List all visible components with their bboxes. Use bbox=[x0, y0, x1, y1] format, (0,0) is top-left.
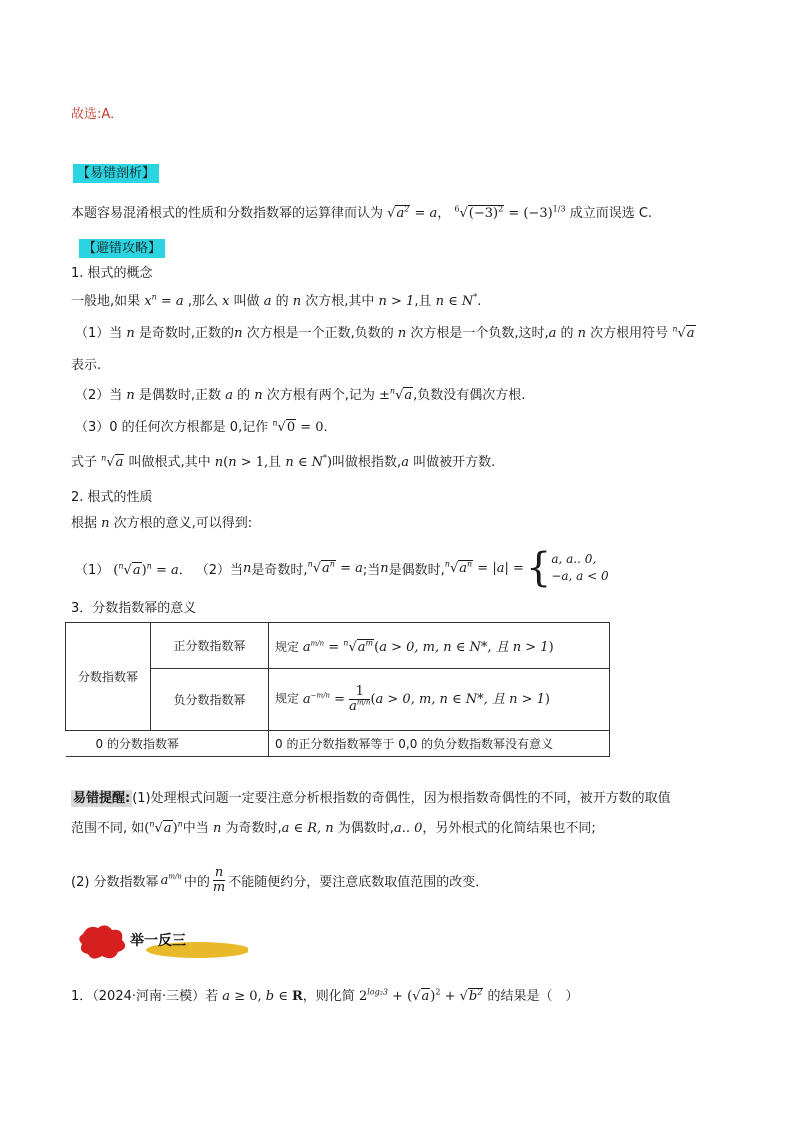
section-1-title: 1. 根式的概念 bbox=[71, 266, 153, 281]
table-row-content: 规定 $a^{-m/n}$ = $\frac{1}{a^{m/n}}$ (a > 0, m, n ∈ N*, 且 n > 1) bbox=[269, 669, 610, 731]
strategy-title: 【避错攻略】 bbox=[79, 239, 165, 258]
question-number: 1． bbox=[71, 989, 93, 1004]
strategy-heading bbox=[79, 237, 165, 256]
formula-nth-root-a: $^n$√a bbox=[672, 324, 695, 341]
formula-sqrt-a2: $√a^2 = a$， bbox=[387, 204, 451, 221]
banner-red-splash bbox=[79, 925, 125, 958]
error-analysis-heading bbox=[73, 162, 159, 181]
banner-text: 举一反三 bbox=[130, 933, 186, 949]
answer-line: 故选:A． bbox=[71, 107, 124, 122]
point-1: （1）当 n 是奇数时,正数的n 次方根是一个正数,负数的 n 次方根是一个负数,这时,a 的 n 次方根用符号 $^n$√a bbox=[75, 324, 695, 341]
section-banner bbox=[78, 922, 248, 962]
reminder-1-cont: 范围不同, 如$(^n√a)^n$中当 n 为奇数时,a ∈ R, n 为偶数时,a.. 0，另外根式的化简结果也不同; bbox=[71, 819, 596, 836]
section-2-intro: 根据 n 次方根的意义,可以得到: bbox=[71, 516, 253, 531]
fractional-exponent-table bbox=[65, 622, 610, 757]
radical-definition: 式子 $^n$√a 叫做根式,其中 n(n > 1,且 n ∈ N*)叫做根指数,a 叫做被开方数. bbox=[71, 453, 496, 470]
table-row-name: 负分数指数幂 bbox=[151, 669, 269, 731]
reminder-label: 易错提醒: bbox=[73, 791, 131, 806]
error-analysis-title: 【易错剖析】 bbox=[73, 164, 159, 183]
table-row-content: 0 的正分数指数幂等于 0,0 的负分数指数幂没有意义 bbox=[269, 731, 610, 757]
section-3-title: 3．分数指数幂的意义 bbox=[71, 601, 197, 616]
table-header: 分数指数幂 bbox=[66, 623, 151, 731]
reminder-2: (2) 分数指数幂 $a^{m/n}$ 中的 $\frac{n}{m}$ 不能随便约分，要注意底数取值范围的改变． bbox=[71, 865, 489, 895]
properties-line: （1） $(^n√a)^n = a$． （2）当 n 是奇数时, $^n√a^n = a$ ;当 n 是偶数时, $^n√a^n = |a|$ = { a, a.. 0, −a, a < 0 bbox=[75, 545, 609, 591]
point-3: （3）0 的任何次方根都是 0,记作 $^n$√0 = 0. bbox=[75, 418, 328, 435]
point-1-cont: 表示. bbox=[71, 358, 102, 373]
formula-cube-root: $^6√(-3)^2 = (-3)^{1/3}$ bbox=[454, 204, 566, 221]
section-2-title: 2. 根式的性质 bbox=[71, 490, 153, 505]
table-row-name: 正分数指数幂 bbox=[151, 623, 269, 669]
reminder-1: 易错提醒: (1)处理根式问题一定要注意分析根指数的奇偶性，因为根指数奇偶性的不同，被开方数的取值 bbox=[73, 791, 671, 806]
error-analysis-text: 本题容易混淆根式的性质和分数指数幂的运算律而认为 $√a^2 = a$， $^6√(-3)^2 = (-3)^{1/3}$ 成立而误选 C. bbox=[71, 204, 653, 221]
table-row-name: 0 的分数指数幂 bbox=[66, 731, 269, 757]
question-source: （2024·河南·三模） bbox=[92, 989, 206, 1004]
question-1: 1．（2024·河南·三模）若 a ≥ 0, b ∈ R，则化简 $2^{log_23} + (√a)^2 + √b^2$ 的结果是（ ） bbox=[71, 987, 579, 1004]
point-2: （2）当 n 是偶数时,正数 a 的 n 次方根有两个,记为 ±$^n$√a,负数没有偶次方根. bbox=[75, 386, 526, 403]
table-row-content: 规定 $a^{m/n} = ^n√a^m(a > 0$, m, n ∈ N*, 且 n > 1) bbox=[269, 623, 610, 669]
definition-line: 一般地,如果 $x^n = a$ ,那么 x 叫做 a 的 n 次方根,其中 n > 1,且 n ∈ N*. bbox=[71, 292, 482, 309]
